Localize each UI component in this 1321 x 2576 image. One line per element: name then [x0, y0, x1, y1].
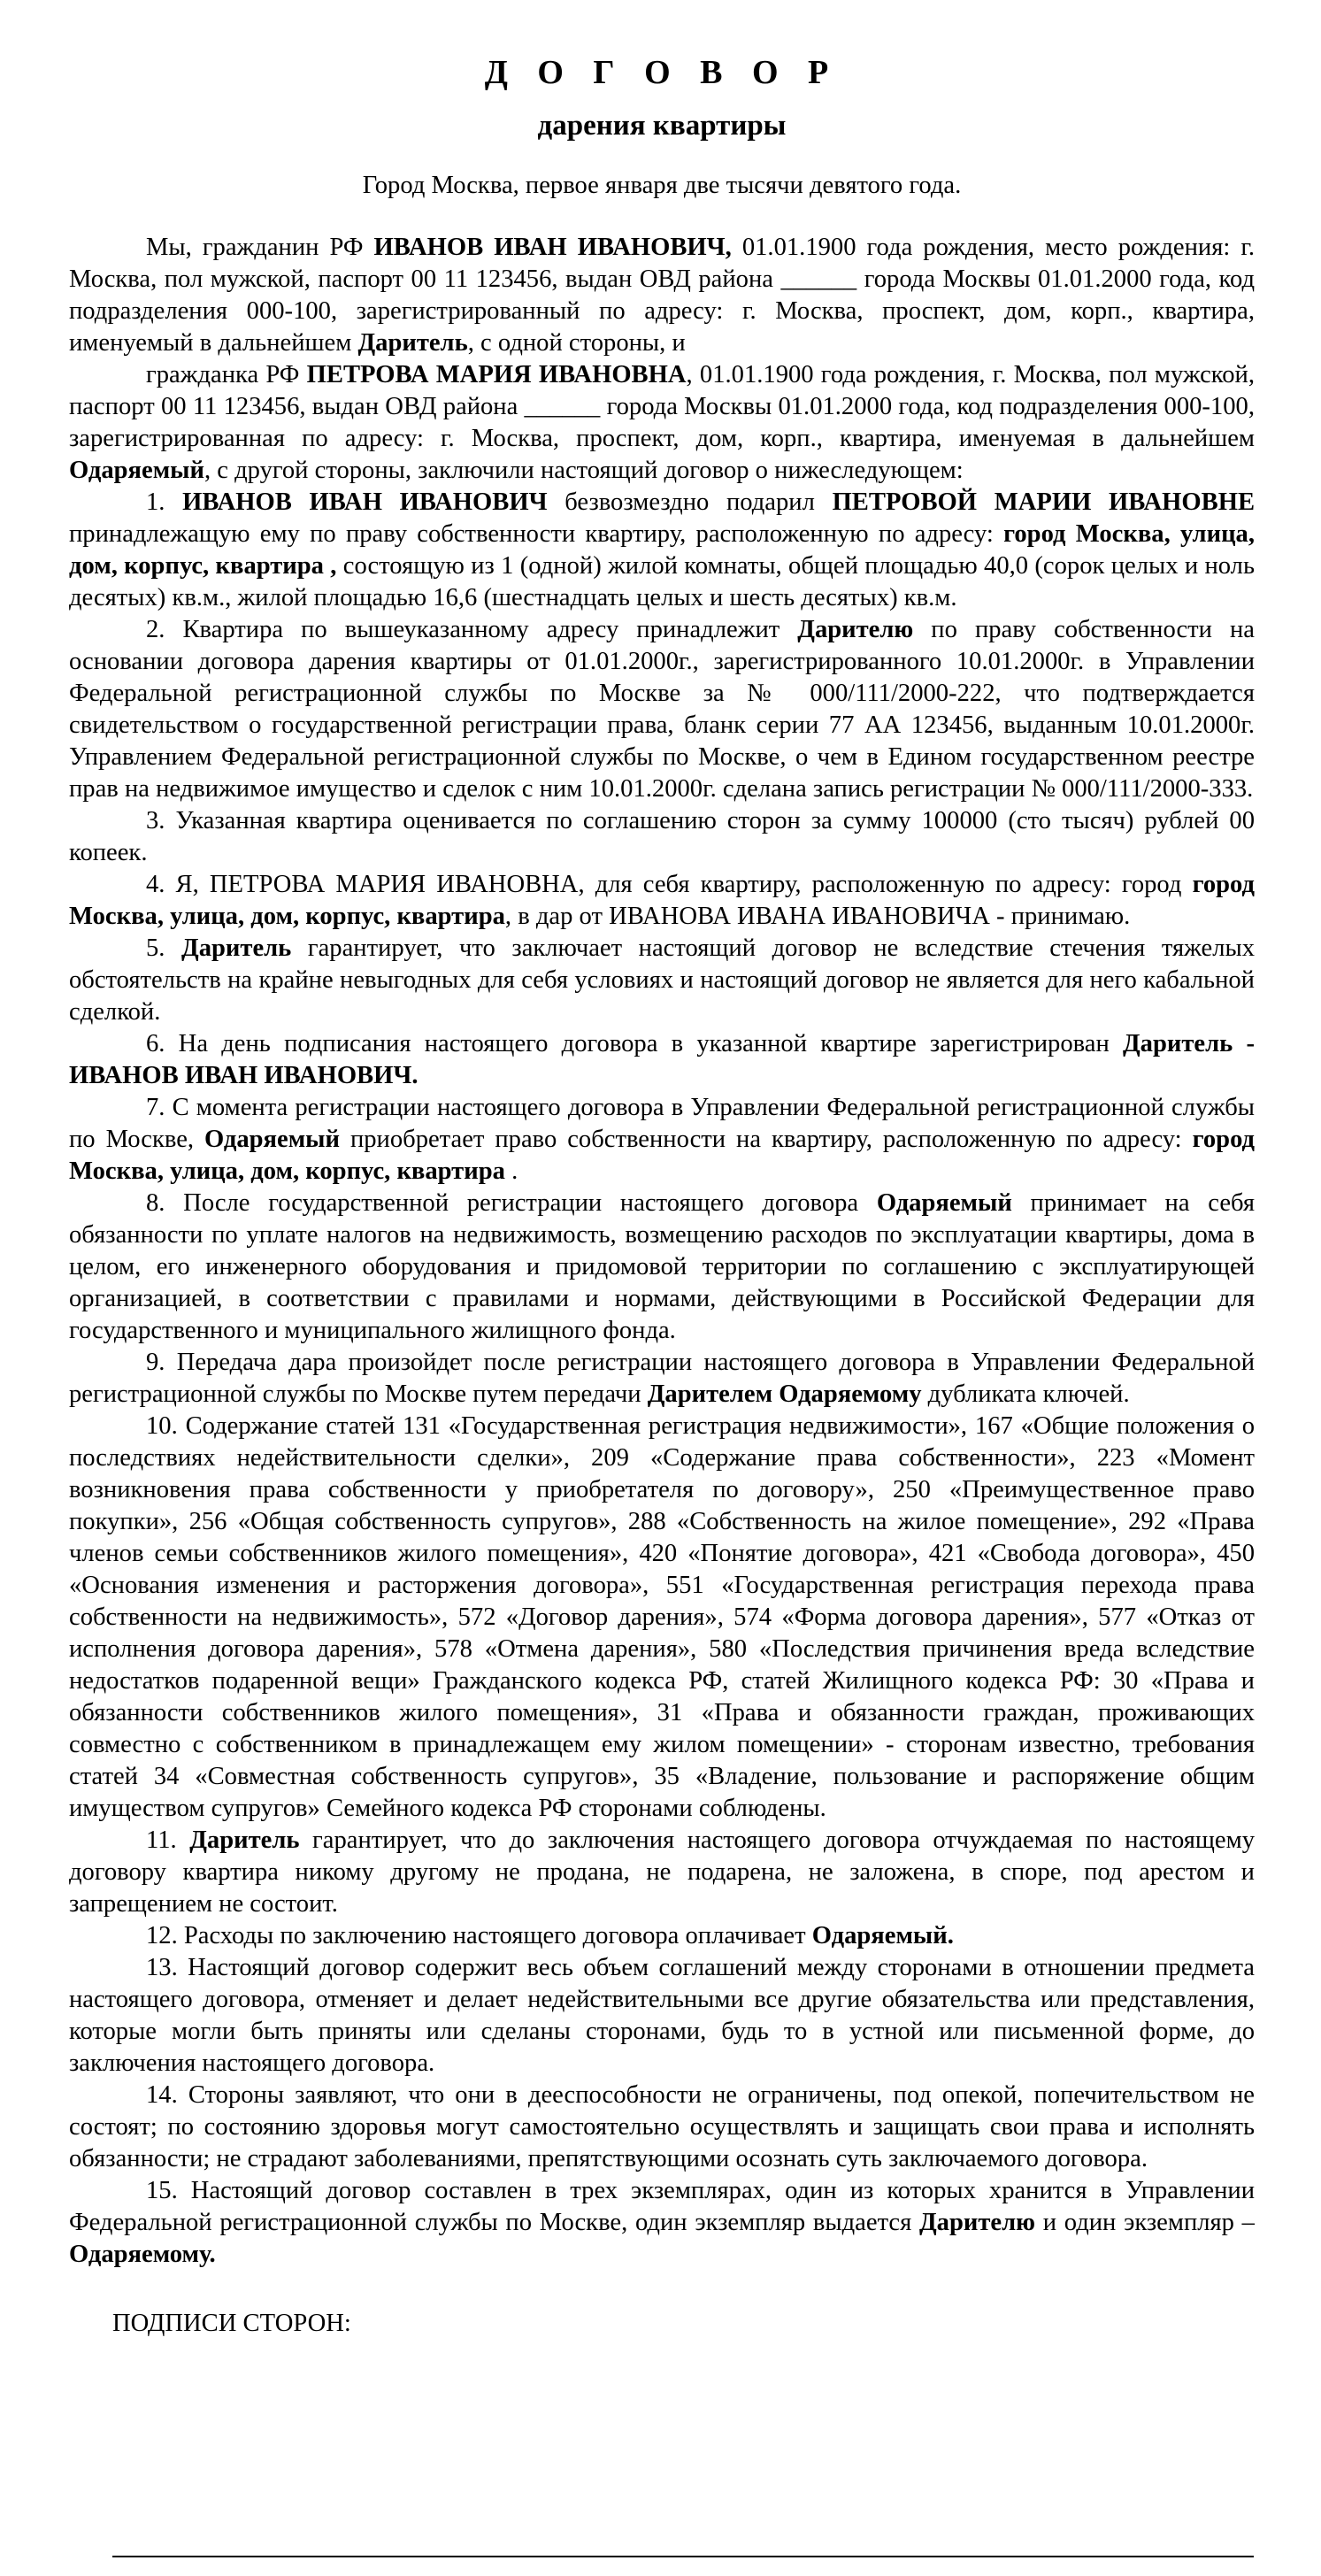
- intro-paragraph-1: Мы, гражданин РФ ИВАНОВ ИВАН ИВАНОВИЧ, 01.01.1900 года рождения, место рождения: г. Москва, пол мужской, паспорт 00 11 123456, выдан ОВД района ______ города Москвы 01.01.2000 года, код подразделения 000-100, зарегистрированный по адресу: г. Москва, проспект, дом, корп., квартира, именуемый в дальнейшем Даритель, с одной стороны, и: [69, 234, 1256, 357]
- clause-12: 12. Расходы по заключению настоящего договора оплачивает Одаряемый.: [146, 1922, 954, 1949]
- clause-10: 10. Содержание статей 131 «Государственная регистрация недвижимости», 167 «Общие положения о последствиях недействительности сделки», 209 «Содержание права собственности», 223 «Момент возникновения права собственности у приобретателя по договору», 250 «Преимущественное право покупки», 256 «Общая собственность супругов», 288 «Собственность на жилое помещение», 292 «Права членов семьи собственников жилого помещения», 420 «Понятие договора», 421 «Свобода договора», 450 «Основания изменения и расторжения договора», 551 «Государственная регистрация перехода права собственности на недвижимость», 572 «Договор дарения», 574 «Форма договора дарения», 577 «Отказ от исполнения договора дарения», 578 «Отмена дарения», 580 «Последствия причинения вреда вследствие недостатков подаренной вещи» Гражданского кодекса РФ, статей Жилищного кодекса РФ: 30 «Права и обязанности собственников жилого помещения», 31 «Права и обязанности граждан, проживающих совместно с собственником в принадлежащем ему жилом помещении» - сторонам известно, требования статей 34 «Совместная собственность супругов», 35 «Владение, пользование и распоряжение общим имуществом супругов» Семейного кодекса РФ сторонами соблюдены.: [69, 1412, 1255, 1822]
- clause-2: 2. Квартира по вышеуказанному адресу принадлежит Дарителю по праву собственности на основании договора дарения квартиры от 01.01.2000г., зарегистрированного 10.01.2000г. в Управлении Федеральной регистрационной службы по Москве за № 000/111/2000-222, что подтверждается свидетельством о государственной регистрации права, бланк серии 77 АА 123456, выданным 10.01.2000г. Управлением Федеральной регистрационной службы по Москве, о чем в Едином государственном реестре прав на недвижимое имущество и сделок с ним 10.01.2000г. сделана запись регистрации № 000/111/2000-333.: [69, 616, 1255, 803]
- city-date-line: Город Москва, первое января две тысячи девятого года.: [362, 172, 962, 199]
- clause-8: 8. После государственной регистрации настоящего договора Одаряемый принимает на себя обязанности по уплате налогов на недвижимость, возмещению расходов по эксплуатации квартиры, дома в целом, его инженерного оборудования и придомовой территории по соглашению с эксплуатирующей организацией, в соответствии с правилами и нормами, действующими в Российской Федерации для государственного и муниципального жилищного фонда.: [69, 1189, 1255, 1344]
- clause-6: 6. На день подписания настоящего договора в указанной квартире зарегистрирован Даритель - ИВАНОВ ИВАН ИВАНОВИЧ.: [69, 1030, 1256, 1089]
- clause-5: 5. Даритель гарантирует, что заключает настоящий договор не вследствие стечения тяжелых обстоятельств на крайне невыгодных для себя условиях и настоящий договор не является для него кабальной сделкой.: [69, 934, 1255, 1026]
- clause-9: 9. Передача дара произойдет после регистрации настоящего договора в Управлении Федеральной регистрационной службы по Москве путем передачи Дарителем Одаряемому дубликата ключей.: [69, 1349, 1255, 1408]
- contract-clauses: [69, 487, 1255, 2271]
- contract-document: [69, 53, 1255, 2340]
- document-title: Д О Г О В О Р: [484, 54, 840, 91]
- clause-15: 15. Настоящий договор составлен в трех экземплярах, один из которых хранится в Управлении Федеральной регистрационной службы по Москве, один экземпляр выдается Дарителю и один экземпляр – Одаряемому.: [69, 2177, 1255, 2268]
- parties-intro: [69, 232, 1255, 487]
- clause-4: 4. Я, ПЕТРОВА МАРИЯ ИВАНОВНА, для себя квартиру, расположенную по адресу: город город Москва, улица, дом, корпус, квартира, в дар от ИВАНОВА ИВАНА ИВАНОВИЧА - принимаю.: [69, 871, 1255, 930]
- signature-line: [112, 2556, 1254, 2557]
- intro-paragraph-2: гражданка РФ ПЕТРОВА МАРИЯ ИВАНОВНА, 01.01.1900 года рождения, г. Москва, пол мужской, паспорт 00 11 123456, выдан ОВД района ______ города Москвы 01.01.2000 года, код подразделения 000-100, зарегистрированная по адресу: г. Москва, проспект, дом, корп., квартира, именуемая в дальнейшем Одаряемый, с другой стороны, заключили настоящий договор о нижеследующем:: [69, 361, 1255, 484]
- clause-3: 3. Указанная квартира оценивается по соглашению сторон за сумму 100000 (сто тысяч) рублей 00 копеек.: [69, 807, 1255, 866]
- clause-7: 7. С момента регистрации настоящего договора в Управлении Федеральной регистрационной службы по Москве, Одаряемый приобретает право собственности на квартиру, расположенную по адресу: город Москва, улица, дом, корпус, квартира .: [69, 1094, 1256, 1185]
- document-subtitle: дарения квартиры: [537, 110, 787, 142]
- clause-11: 11. Даритель гарантирует, что до заключения настоящего договора отчуждаемая по настоящему договору квартира никому другому не продана, не подарена, не заложена, в споре, под арестом и запрещением не состоит.: [69, 1826, 1255, 1918]
- signatures-label: ПОДПИСИ СТОРОН:: [112, 2310, 351, 2337]
- clause-14: 14. Стороны заявляют, что они в дееспособности не ограничены, под опекой, попечительством не состоят; по состоянию здоровья могут самостоятельно осуществлять и защищать свои права и исполнять обязанности; не страдают заболеваниями, препятствующими осознать суть заключаемого договора.: [69, 2081, 1255, 2172]
- clause-1: 1. ИВАНОВ ИВАН ИВАНОВИЧ безвозмездно подарил ПЕТРОВОЙ МАРИИ ИВАНОВНЕ принадлежащую ему по праву собственности квартиру, расположенную по адресу: город Москва, улица, дом, корпус, квартира , состоящую из 1 (одной) жилой комнаты, общей площадью 40,0 (сорок целых и ноль десятых) кв.м., жилой площадью 16,6 (шестнадцать целых и шесть десятых) кв.м.: [69, 488, 1256, 611]
- clause-13: 13. Настоящий договор содержит весь объем соглашений между сторонами в отношении предмета настоящего договора, отменяет и делает недействительными все другие обязательства или представления, которые могли быть приняты или сделаны сторонами, будь то в устной или письменной форме, до заключения настоящего договора.: [69, 1954, 1255, 2077]
